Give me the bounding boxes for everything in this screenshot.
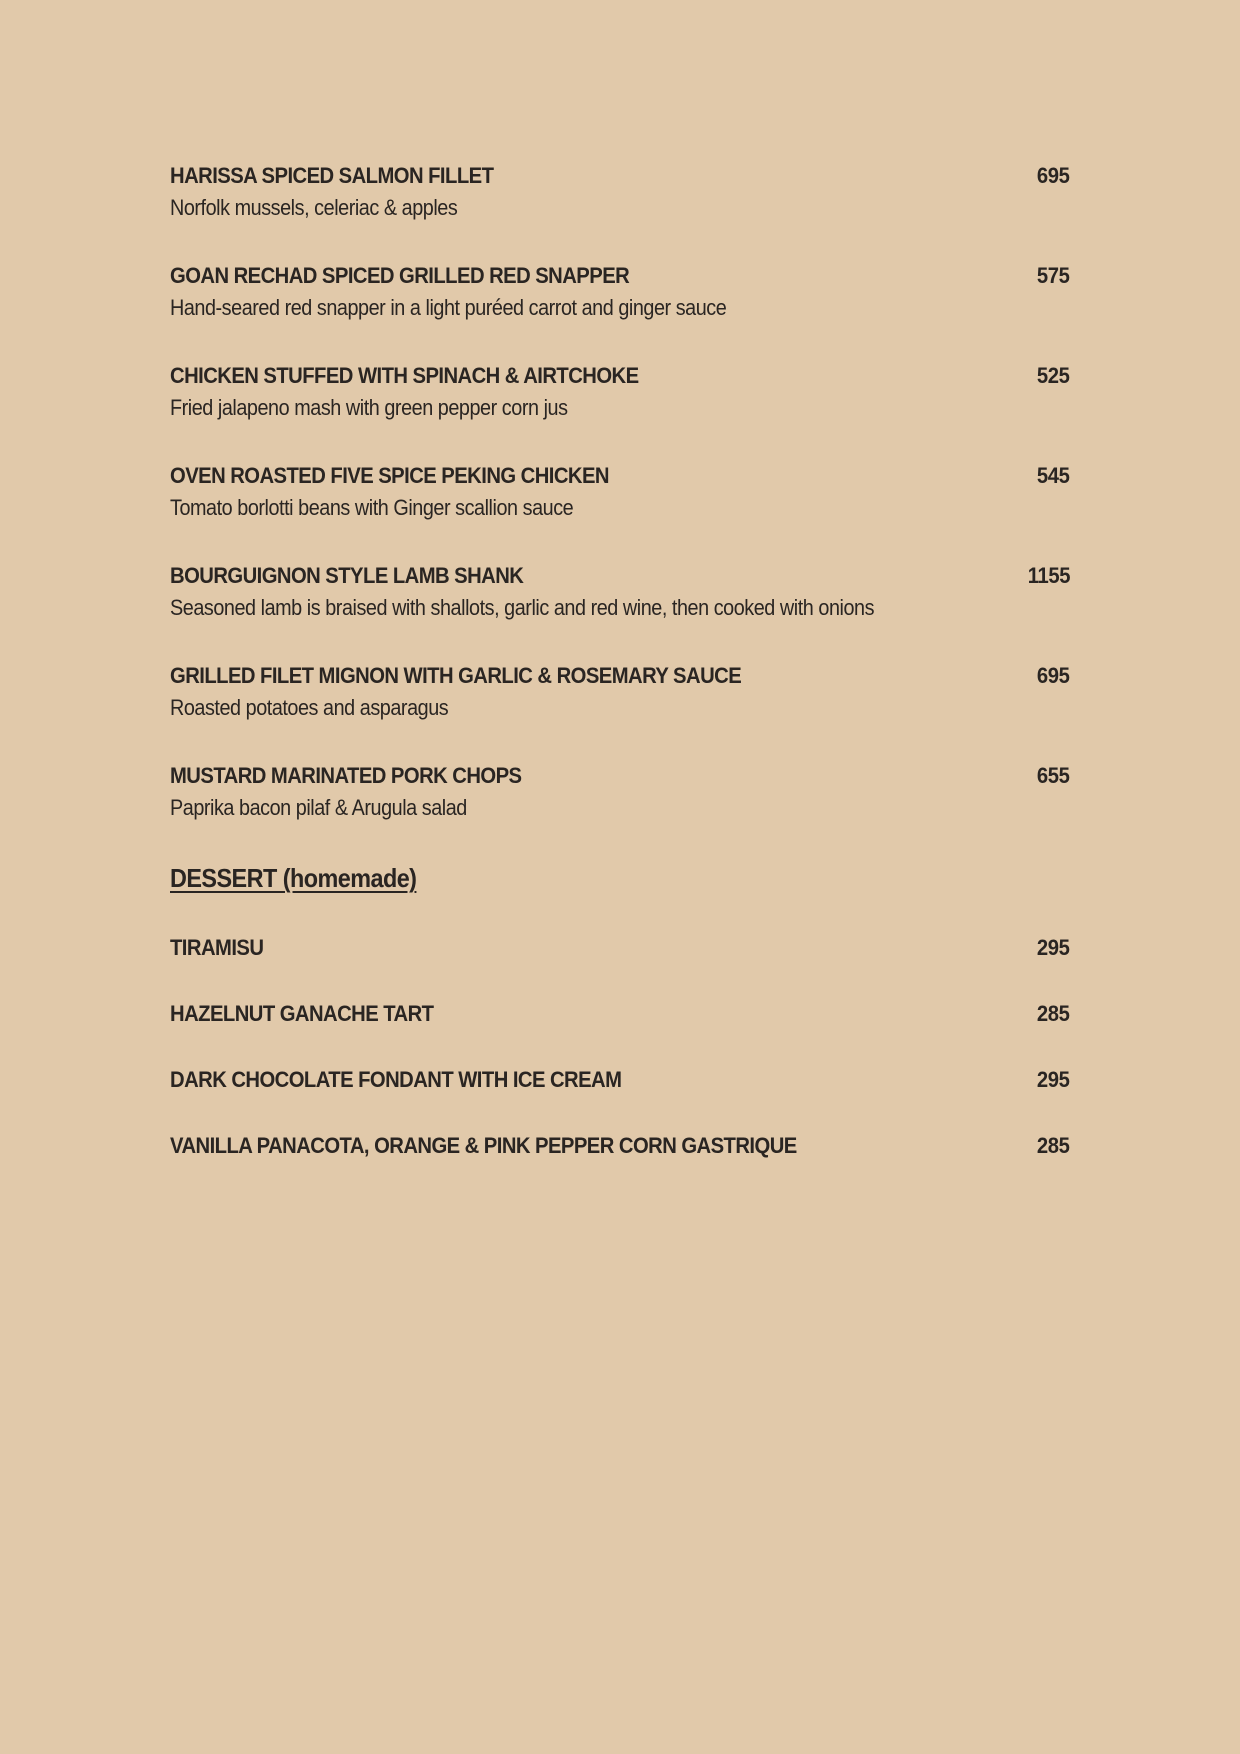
- menu-item-price: 295: [1037, 935, 1070, 960]
- menu-item-name: OVEN ROASTED FIVE SPICE PEKING CHICKEN: [170, 463, 609, 488]
- menu-item-name: BOURGUIGNON STYLE LAMB SHANK: [170, 563, 524, 588]
- menu-item-description: Seasoned lamb is braised with shallots, garlic and red wine, then cooked with onions: [170, 595, 875, 620]
- menu-item-name: TIRAMISU: [170, 935, 264, 960]
- menu-item-price: 1155: [1027, 563, 1070, 588]
- dessert-item-panacota: [170, 1133, 1070, 1163]
- menu-item-description: Norfolk mussels, celeriac & apples: [170, 195, 458, 220]
- menu-item-price: 695: [1037, 163, 1070, 188]
- menu-item-name: MUSTARD MARINATED PORK CHOPS: [170, 763, 522, 788]
- menu-item-header: [170, 563, 1070, 593]
- menu-item-name: HARISSA SPICED SALMON FILLET: [170, 163, 494, 188]
- dessert-item-chocolate-fondant: [170, 1067, 1070, 1097]
- menu-item-header: [170, 763, 1070, 793]
- menu-item-header: [170, 935, 1070, 965]
- menu-item-pork-chops: [170, 763, 1070, 823]
- dessert-item-tiramisu: [170, 935, 1070, 965]
- menu-item-description: Roasted potatoes and asparagus: [170, 695, 449, 720]
- menu-item-price: 525: [1037, 363, 1070, 388]
- menu-item-peking-chicken: [170, 463, 1070, 523]
- menu-item-description: Paprika bacon pilaf & Arugula salad: [170, 795, 467, 820]
- menu-item-name: CHICKEN STUFFED WITH SPINACH & AIRTCHOKE: [170, 363, 639, 388]
- menu-item-name: HAZELNUT GANACHE TART: [170, 1001, 434, 1026]
- menu-item-description: Fried jalapeno mash with green pepper corn jus: [170, 395, 568, 420]
- dessert-item-hazelnut-tart: [170, 1001, 1070, 1031]
- menu-item-description: Tomato borlotti beans with Ginger scallion sauce: [170, 495, 574, 520]
- menu-item-header: [170, 263, 1070, 293]
- menu-item-price: 575: [1037, 263, 1070, 288]
- menu-item-header: [170, 1133, 1070, 1163]
- menu-item-price: 285: [1037, 1001, 1070, 1026]
- menu-item-name: GRILLED FILET MIGNON WITH GARLIC & ROSEMARY SAUCE: [170, 663, 742, 688]
- menu-item-stuffed-chicken: [170, 363, 1070, 423]
- menu-item-name: DARK CHOCOLATE FONDANT WITH ICE CREAM: [170, 1067, 622, 1092]
- menu-item-header: [170, 363, 1070, 393]
- menu-item-lamb-shank: [170, 563, 1070, 623]
- menu-item-filet-mignon: [170, 663, 1070, 723]
- menu-item-salmon: [170, 163, 1070, 223]
- menu-item-header: [170, 463, 1070, 493]
- menu-item-header: [170, 163, 1070, 193]
- dessert-section-heading: [170, 863, 1070, 893]
- menu-item-red-snapper: [170, 263, 1070, 323]
- menu-item-header: [170, 1067, 1070, 1097]
- menu-item-name: VANILLA PANACOTA, ORANGE & PINK PEPPER CORN GASTRIQUE: [170, 1133, 797, 1158]
- menu-item-price: 545: [1037, 463, 1070, 488]
- menu-item-price: 655: [1037, 763, 1070, 788]
- menu-item-name: GOAN RECHAD SPICED GRILLED RED SNAPPER: [170, 263, 630, 288]
- menu-page: [170, 163, 1070, 1199]
- menu-item-price: 285: [1037, 1133, 1070, 1158]
- menu-item-price: 295: [1037, 1067, 1070, 1092]
- menu-item-description: Hand-seared red snapper in a light puréed carrot and ginger sauce: [170, 295, 727, 320]
- menu-item-header: [170, 1001, 1070, 1031]
- menu-item-header: [170, 663, 1070, 693]
- menu-item-price: 695: [1037, 663, 1070, 688]
- section-title: DESSERT (homemade): [170, 863, 417, 893]
